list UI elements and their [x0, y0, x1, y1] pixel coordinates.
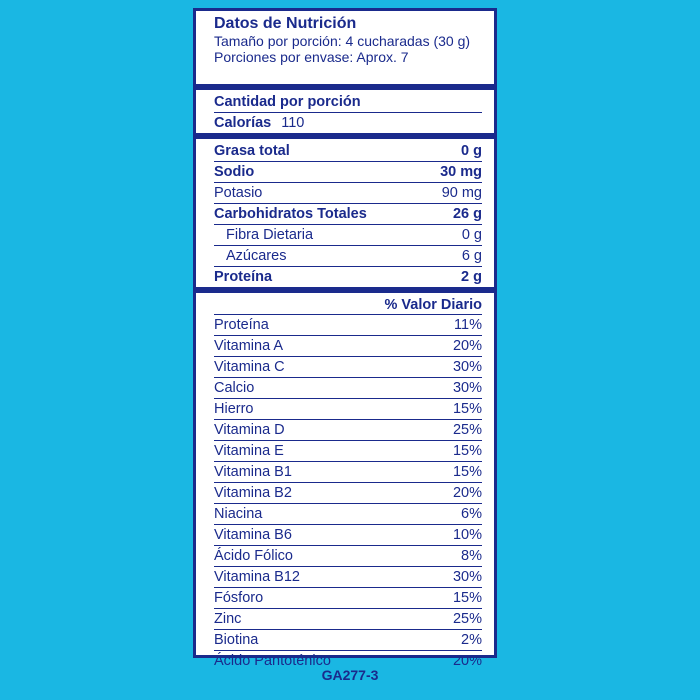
daily-value-name: Vitamina B2 — [214, 484, 292, 501]
nutrient-name: Proteína — [214, 268, 273, 285]
label-title: Datos de Nutrición — [214, 15, 357, 32]
daily-value-percent: 6% — [461, 505, 482, 522]
nutrient-name: Carbohidratos Totales — [214, 205, 367, 222]
nutrient-name: Azúcares — [226, 247, 287, 264]
calories-label: Calorías — [214, 114, 272, 131]
daily-value-name: Vitamina B1 — [214, 463, 292, 480]
daily-value-heading — [214, 294, 482, 315]
nutrient-row — [214, 161, 482, 182]
daily-value-percent: 8% — [461, 547, 482, 564]
daily-value-percent: 20% — [452, 337, 482, 354]
calories-row — [214, 112, 482, 133]
thick-divider — [196, 287, 494, 293]
daily-value-name: Proteína — [214, 316, 269, 333]
daily-value-row — [214, 524, 482, 545]
nutrient-amount: 30 mg — [440, 163, 482, 180]
daily-value-row — [214, 419, 482, 440]
daily-value-percent: 15% — [452, 442, 482, 459]
daily-value-row — [214, 461, 482, 482]
serving-size: Tamaño por porción: 4 cucharadas (30 g) — [214, 33, 471, 49]
nutrient-row — [214, 182, 482, 203]
thick-divider — [196, 84, 494, 90]
daily-value-name: Zinc — [214, 610, 242, 627]
daily-value-name: Calcio — [214, 379, 255, 396]
daily-value-name: Vitamina A — [214, 337, 284, 354]
product-code: GA277-3 — [321, 667, 379, 683]
daily-value-percent: 30% — [452, 358, 482, 375]
nutrient-amount: 0 g — [461, 226, 482, 243]
daily-value-row — [214, 398, 482, 419]
daily-value-row — [214, 314, 482, 335]
daily-value-name: Vitamina E — [214, 442, 284, 459]
daily-value-percent: 25% — [452, 421, 482, 438]
nutrient-amount: 26 g — [452, 205, 482, 222]
daily-value-row — [214, 482, 482, 503]
amount-heading-text: Cantidad por porción — [214, 93, 361, 110]
nutrient-name: Grasa total — [214, 142, 290, 159]
nutrient-amount: 90 mg — [441, 184, 482, 201]
daily-value-name: Biotina — [214, 631, 259, 648]
daily-value-name: Ácido Pantoténico — [214, 652, 331, 669]
daily-value-percent: 15% — [452, 589, 482, 606]
daily-value-name: Hierro — [214, 400, 254, 417]
daily-value-row — [214, 377, 482, 398]
daily-value-percent: 2% — [461, 631, 482, 648]
nutrient-name: Sodio — [214, 163, 255, 180]
daily-value-percent: 20% — [452, 484, 482, 501]
daily-value-percent: 15% — [452, 400, 482, 417]
daily-value-name: Vitamina C — [214, 358, 285, 375]
nutrient-row — [214, 266, 482, 287]
daily-value-row — [214, 503, 482, 524]
daily-value-row — [214, 587, 482, 608]
nutrient-amount: 2 g — [461, 268, 482, 285]
daily-value-row — [214, 608, 482, 629]
nutrient-name: Fibra Dietaria — [226, 226, 314, 243]
daily-value-name: Ácido Fólico — [214, 547, 293, 564]
daily-value-row — [214, 545, 482, 566]
daily-value-row — [214, 335, 482, 356]
nutrient-amount: 0 g — [461, 142, 482, 159]
daily-value-row — [214, 566, 482, 587]
daily-value-name: Fósforo — [214, 589, 264, 606]
daily-value-percent: 20% — [452, 652, 482, 669]
daily-value-percent: 25% — [452, 610, 482, 627]
label-header — [214, 15, 482, 65]
daily-value-name: Vitamina B6 — [214, 526, 292, 543]
nutrient-amount: 6 g — [461, 247, 482, 264]
servings-per-container: Porciones por envase: Aprox. 7 — [214, 49, 409, 65]
amount-per-serving-heading — [214, 91, 482, 112]
daily-value-row — [214, 356, 482, 377]
daily-value-row — [214, 629, 482, 650]
nutrient-row — [214, 224, 482, 245]
nutrient-row — [214, 203, 482, 224]
daily-value-percent: 30% — [452, 568, 482, 585]
daily-value-name: Vitamina D — [214, 421, 285, 438]
daily-value-name: Vitamina B12 — [214, 568, 300, 585]
thick-divider — [196, 133, 494, 139]
nutrition-facts-panel — [193, 8, 497, 669]
nutrient-name: Potasio — [214, 184, 263, 201]
daily-value-heading-text: % Valor Diario — [384, 296, 482, 313]
daily-value-percent: 15% — [452, 463, 482, 480]
nutrient-row — [214, 245, 482, 266]
calories-value: 110 — [281, 114, 305, 131]
daily-value-row — [214, 440, 482, 461]
daily-value-percent: 11% — [454, 316, 482, 333]
daily-value-name: Niacina — [214, 505, 263, 522]
daily-value-percent: 10% — [452, 526, 482, 543]
daily-value-percent: 30% — [452, 379, 482, 396]
nutrient-row — [214, 140, 482, 161]
